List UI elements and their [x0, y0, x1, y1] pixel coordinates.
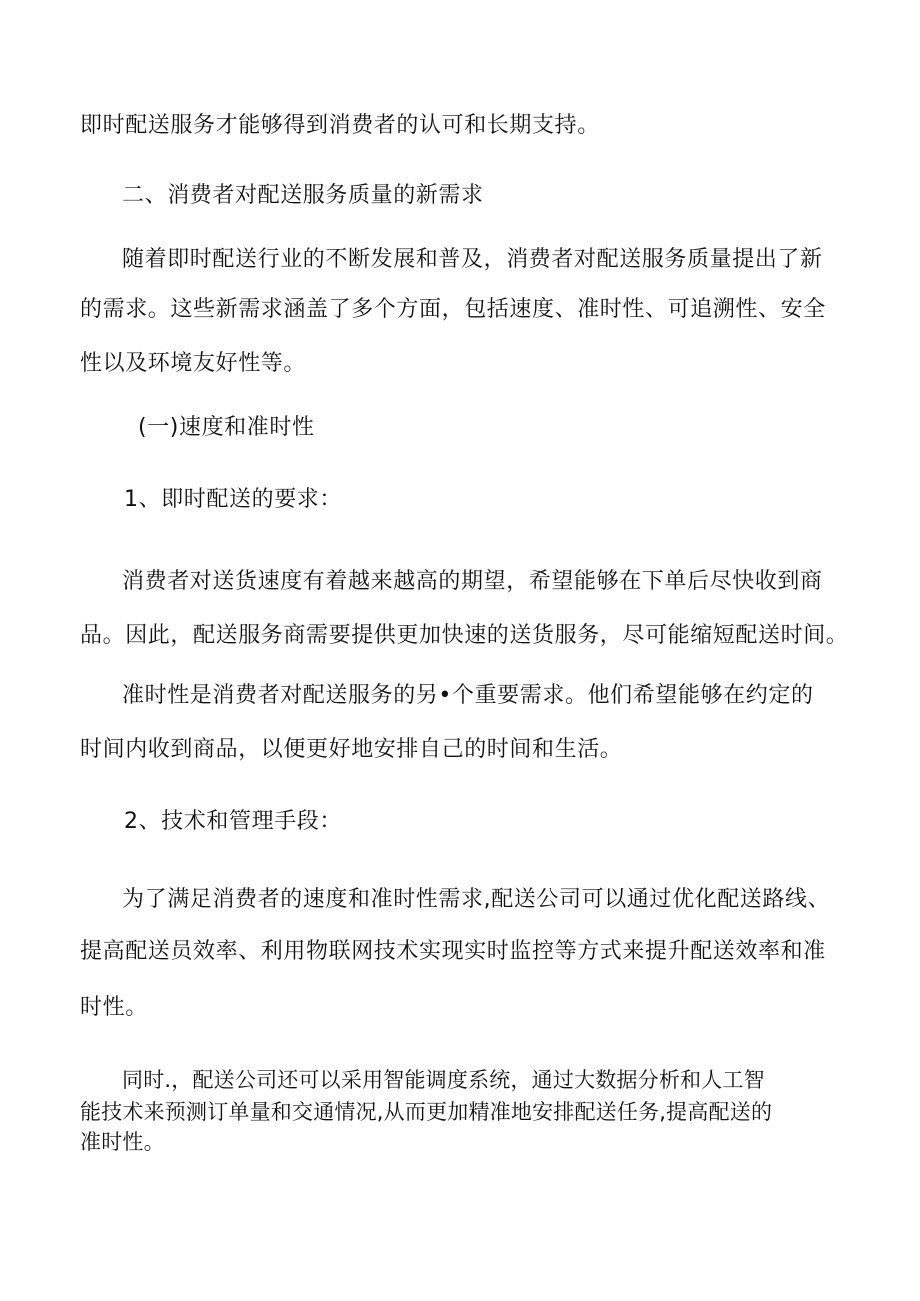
paragraph-line: 时性。	[80, 995, 148, 1020]
paragraph-line: 提高配送员效率、利用物联网技术实现实时监控等方式来提升配送效率和准	[80, 939, 826, 964]
paragraph-line: 的需求。这些新需求涵盖了多个方面，包括速度、准时性、可追溯性、安全	[80, 297, 826, 322]
paragraph-line: 同时.，配送公司还可以采用智能调度系统，通过大数据分析和人工智	[122, 1068, 765, 1092]
paragraph-line: 品。因此，配送服务商需要提供更加快速的送货服务，尽可能缩短配送时间。	[80, 623, 849, 648]
section-heading: 二、消费者对配送服务质量的新需求	[122, 183, 484, 208]
paragraph-line: 消费者对送货速度有着越来越高的期望，希望能够在下单后尽快收到商	[122, 569, 823, 594]
paragraph-line: 随着即时配送行业的不断发展和普及，消费者对配送服务质量提出了新	[122, 247, 823, 272]
paragraph-line: 为了满足消费者的速度和准时性需求,配送公司可以通过优化配送路线、	[122, 887, 831, 912]
item-heading: 2、技术和管理手段：	[124, 809, 342, 834]
paragraph-line: 性以及环境友好性等。	[80, 351, 307, 376]
paragraph-line: 能技术来预测订单量和交通情况,从而更加精准地安排配送任务,提高配送的	[80, 1100, 773, 1124]
paragraph-line: 即时配送服务才能够得到消费者的认可和长期支持。	[80, 113, 600, 138]
paragraph-line: 时间内收到商品，以便更好地安排自己的时间和生活。	[80, 737, 623, 762]
paragraph-line: 准时性。	[80, 1130, 165, 1154]
item-heading: 1、即时配送的要求：	[124, 487, 342, 512]
subsection-heading: (一)速度和准时性	[138, 415, 315, 440]
paragraph-line: 准时性是消费者对配送服务的另•个重要需求。他们希望能够在约定的	[122, 683, 814, 708]
